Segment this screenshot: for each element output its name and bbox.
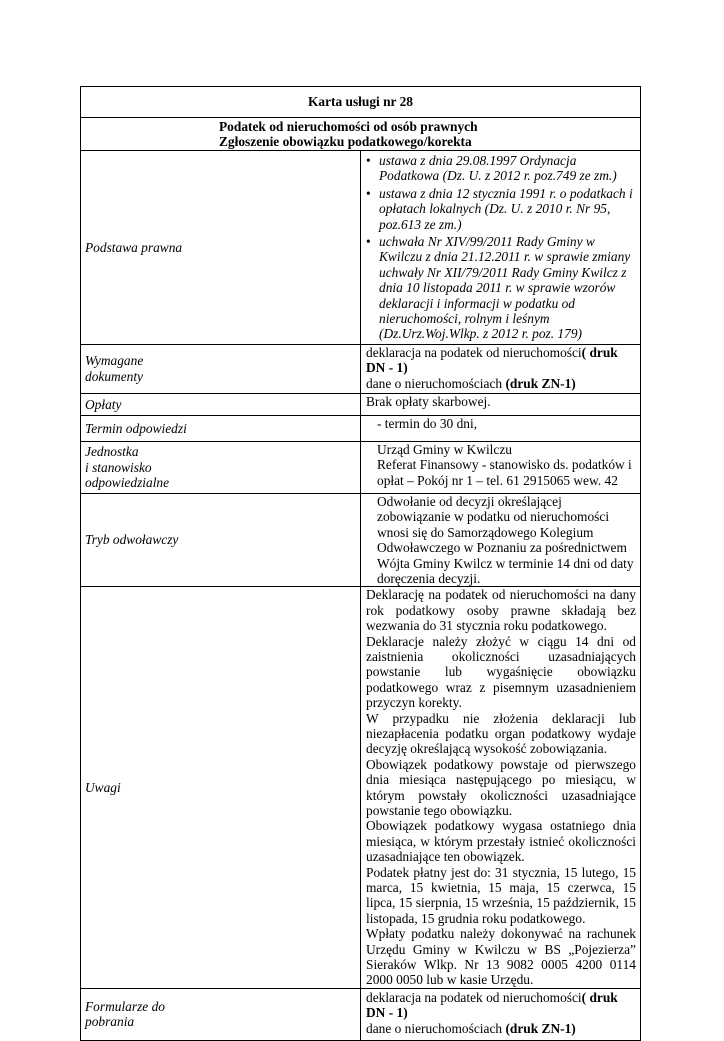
value-formularze — [361, 988, 641, 1040]
label-jednostka: Jednostka i stanowisko odpowiedzialne — [81, 441, 361, 493]
subtitle-line-1: Podatek od nieruchomości od osób prawnych — [219, 118, 478, 134]
title-row — [81, 87, 641, 118]
note-paragraph: Deklaracje należy złożyć w ciągu 14 dni od zaistnienia okoliczności uzasadniających powstanie lub wygaśnięcie obowiązku podatkowego wraz z pisemnym uzasadnieniem przyczyn korekty. — [366, 633, 636, 711]
label-termin-odpowiedzi: Termin odpowiedzi — [81, 415, 361, 441]
subtitle-row — [81, 118, 641, 151]
bullet-icon: • — [366, 153, 371, 168]
document-item-zn1: dane o nieruchomościach (druk ZN-1) — [366, 375, 576, 391]
label-wymagane-dokumenty: Wymagane dokumenty — [81, 344, 361, 393]
label-uwagi: Uwagi — [81, 587, 361, 989]
label-oplaty: Opłaty — [81, 393, 361, 415]
form-item-zn1: dane o nieruchomościach (druk ZN-1) — [366, 1020, 576, 1036]
note-paragraph: Wpłaty podatku należy dokonywać na rachunek Urzędu Gminy w Kwilczu w BS „Pojezierza” Sieraków Wlkp. Nr 13 9082 0005 4200 0114 2000 0050 lub w kasie Urzędu. — [366, 926, 636, 988]
row-podstawa-prawna — [81, 151, 641, 345]
value-wymagane-dokumenty — [361, 344, 641, 393]
legal-basis-list — [366, 153, 636, 342]
label-tryb-odwolawczy: Tryb odwoławczy — [81, 493, 361, 586]
row-oplaty — [81, 393, 641, 415]
form-item-dn1: deklaracja na podatek od nieruchomości( druk DN - 1) — [366, 989, 618, 1021]
row-formularze — [81, 988, 641, 1040]
row-wymagane-dokumenty — [81, 344, 641, 393]
label-podstawa-prawna: Podstawa prawna — [81, 151, 361, 345]
bullet-icon: • — [366, 234, 371, 250]
note-paragraph: Obowiązek podatkowy wygasa ostatniego dnia miesiąca, w którym przestały istnieć okoliczności uzasadniające ten obowiązek. — [366, 818, 636, 865]
note-paragraph: Deklarację na podatek od nieruchomości na dany rok podatkowy osoby prawne składają bez wezwania do 31 stycznia roku podatkowego. — [366, 587, 636, 634]
subtitle-line-2: Zgłoszenie obowiązku podatkowego/korekta — [219, 134, 472, 149]
value-termin-odpowiedzi: - termin do 30 dni, — [361, 415, 641, 441]
list-item: • uchwała Nr XIV/99/2011 Rady Gminy w Kwilczu z dnia 21.12.2011 r. w sprawie zmiany uchwały Nr XII/79/2011 Rady Gminy Kwilcz z dnia 10 listopada 2011 r. w sprawie wzorów deklaracji i informacji w podatku od nieruchomości, rolnym i leśnym (Dz.Urz.Woj.Wlkp. z 2012 r. poz. 179) — [366, 234, 631, 342]
value-oplaty: Brak opłaty skarbowej. — [361, 393, 641, 415]
card-subtitle — [81, 118, 641, 151]
bullet-icon: • — [366, 185, 371, 201]
note-paragraph: Podatek płatny jest do: 31 stycznia, 15 lutego, 15 marca, 15 kwietnia, 15 maja, 15 czerwca, 15 lipca, 15 sierpnia, 15 września, 15 październik, 15 listopada, 15 grudnia roku podatkowego. — [366, 864, 636, 926]
card-title: Karta usługi nr 28 — [81, 87, 641, 118]
label-formularze: Formularze do pobrania — [81, 988, 361, 1040]
value-uwagi — [361, 587, 641, 989]
value-jednostka: Urząd Gminy w Kwilczu Referat Finansowy - stanowisko ds. podatków i opłat – Pokój nr 1 – tel. 61 2915065 wew. 42 — [361, 441, 641, 493]
row-uwagi — [81, 587, 641, 989]
service-card-table — [80, 86, 641, 1041]
value-podstawa-prawna — [361, 151, 641, 345]
list-item: • ustawa z dnia 29.08.1997 Ordynacja Podatkowa (Dz. U. z 2012 r. poz.749 ze zm.) — [366, 153, 617, 184]
value-tryb-odwolawczy: Odwołanie od decyzji określającej zobowiązanie w podatku od nieruchomości wnosi się do Samorządowego Kolegium Odwoławczego w Poznaniu za pośrednictwem Wójta Gminy Kwilcz w terminie 14 dni od daty doręczenia decyzji. — [361, 493, 641, 586]
row-tryb-odwolawczy — [81, 493, 641, 586]
note-paragraph: W przypadku nie złożenia deklaracji lub niezapłacenia podatku organ podatkowy wydaje decyzję określającą wysokość zobowiązania. — [366, 710, 636, 757]
row-jednostka — [81, 441, 641, 493]
row-termin-odpowiedzi — [81, 415, 641, 441]
document-item-dn1: deklaracja na podatek od nieruchomości( druk DN - 1) — [366, 344, 618, 376]
list-item: • ustawa z dnia 12 stycznia 1991 r. o podatkach i opłatach lokalnych (Dz. U. z 2010 r. Nr 95, poz.613 ze zm.) — [366, 185, 633, 232]
note-paragraph: Obowiązek podatkowy powstaje od pierwszego dnia miesiąca następującego po miesiącu, w którym powstały okoliczności uzasadniające powstanie tego obowiązku. — [366, 756, 636, 818]
